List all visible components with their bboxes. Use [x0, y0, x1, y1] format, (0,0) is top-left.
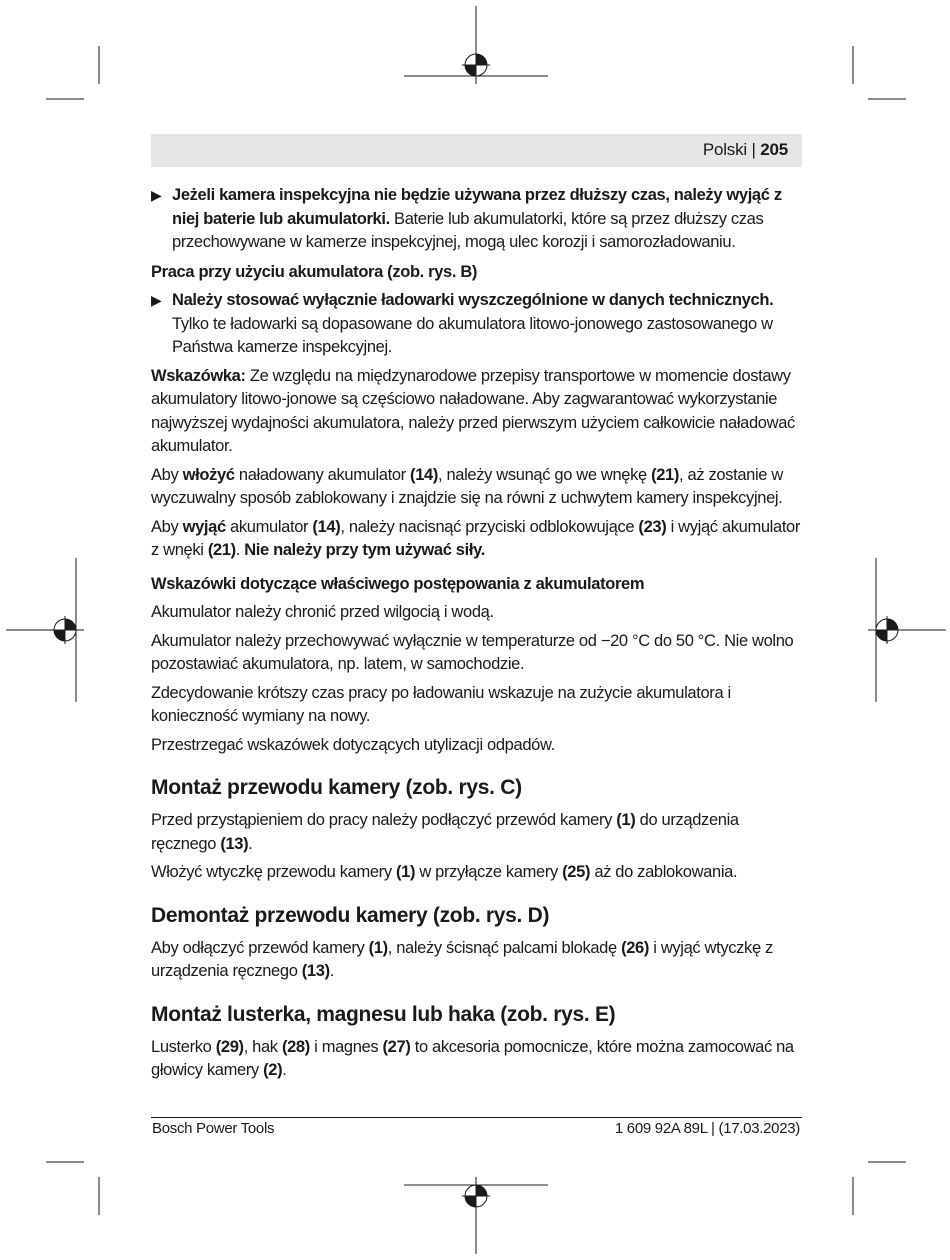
ref-number: (23) [638, 517, 667, 536]
mount-cable-heading: Montaż przewodu kamery (zob. rys. C) [151, 776, 522, 799]
ref-number: (14) [312, 517, 341, 536]
ref-number: (1) [395, 863, 416, 881]
ref-number: (21) [207, 541, 236, 559]
ref-number: (26) [621, 938, 650, 957]
text-run: i wyjąć akumulator z wnęki [151, 517, 801, 559]
page-number: 205 [760, 140, 788, 159]
bullet-body-text: Tylko te ładowarki są dopasowane do akumulatora litowo-jonowego zastosowanego w Państwa kamerze inspekcyjnej. [172, 314, 773, 356]
battery-operation-heading: Praca przy użyciu akumulatora (zob. rys. B) [151, 262, 478, 281]
ref-number: (14) [410, 465, 438, 484]
page-header [703, 140, 788, 160]
dismount-cable-heading: Demontaż przewodu kamery (zob. rys. D) [151, 903, 550, 927]
insert-battery-paragraph [151, 464, 802, 511]
text-run: i wyjąć wtyczkę z urządzenia ręcznego [151, 938, 773, 980]
ref-number: (27) [382, 1037, 411, 1056]
text-run: Lusterko [151, 1037, 216, 1056]
handling-paragraph: Przestrzegać wskazówek dotyczących utylizacji odpadów. [151, 735, 555, 754]
note-label: Wskazówka: [151, 366, 246, 385]
header-separator: | [746, 140, 761, 159]
bullet-bold-text: Jeżeli kamera inspekcyjna nie będzie używana przez dłuższy czas, należy wyjąć z niej baterie lub akumulatorki. [172, 186, 782, 228]
battery-handling-heading: Wskazówki dotyczące właściwego postępowania z akumulatorem [151, 574, 645, 593]
page-content [151, 184, 802, 1088]
text-run: Aby [151, 465, 183, 484]
mount-cable-paragraph [151, 809, 802, 856]
text-run: Włożyć wtyczkę przewodu kamery [151, 863, 396, 881]
bullet-bold-text: Należy stosować wyłącznie ładowarki wyszczególnione w danych technicznych. [172, 291, 774, 309]
footer-doc-number: 1 609 92A 89L | (17.03.2023) [614, 1120, 800, 1137]
ref-number: (28) [281, 1037, 310, 1056]
text-run: to akcesoria pomocnicze, które można zamocować na głowicy kamery [151, 1037, 794, 1079]
footer-publisher: Bosch Power Tools [152, 1120, 275, 1137]
remove-battery-paragraph [151, 516, 802, 563]
ref-number: (1) [368, 938, 388, 957]
note-paragraph [151, 365, 802, 459]
bullet-chargers [151, 289, 802, 360]
handling-paragraph: Akumulator należy przechowywać wyłącznie w temperaturze od −20 °C do 50 °C. Nie wolno pozostawiać akumulatora, np. latem, w samochodzie. [151, 631, 794, 673]
footer-rule [151, 1117, 802, 1118]
dismount-cable-paragraph [151, 937, 802, 984]
text-run: Aby odłączyć przewód kamery [151, 938, 369, 957]
text-run: i magnes [309, 1037, 383, 1056]
text-run: aż do zablokowania. [590, 863, 738, 881]
bold-run: wyjąć [182, 517, 226, 536]
ref-number: (13) [301, 962, 330, 980]
text-run: . [248, 834, 253, 853]
handling-paragraph: Zdecydowanie krótszy czas pracy po ładowaniu wskazuje na zużycie akumulatora i konieczność wymiany na nowy. [151, 683, 731, 725]
page-header-bar [151, 134, 802, 167]
text-run: Przed przystąpieniem do pracy należy podłączyć przewód kamery [151, 811, 617, 829]
accessories-heading: Montaż lusterka, magnesu lub haka (zob. rys. E) [151, 1002, 616, 1026]
bold-run: włożyć [182, 465, 235, 484]
header-language: Polski [702, 140, 747, 159]
text-run: . [329, 962, 334, 980]
handling-paragraph: Akumulator należy chronić przed wilgocią i wodą. [151, 603, 494, 621]
ref-number: (25) [562, 863, 591, 881]
text-run: akumulator [225, 517, 313, 536]
bullet-body-text: Baterie lub akumulatorki, które są przez dłuższy czas przechowywane w kamerze inspekcyjnej, mogą ulec korozji i samorozładowaniu. [172, 209, 764, 251]
ref-number: (1) [616, 811, 636, 829]
text-run: . [282, 1061, 287, 1079]
ref-number: (21) [651, 465, 680, 484]
bullet-remove-batteries [151, 184, 802, 255]
ref-number: (2) [263, 1061, 283, 1079]
bullet-text [172, 289, 802, 360]
text-run: Aby [151, 517, 183, 536]
bullet-text [172, 184, 802, 255]
bullet-arrow-icon: ▶ [151, 292, 162, 308]
note-text: Ze względu na międzynarodowe przepisy transportowe w momencie dostawy akumulatory litowo-jonowe są częściowo naładowane. Aby zagwarantować wykorzystanie najwyższej wydajności akumulatora, należy przed pierwszym użyciem całkowicie naładować akumulator. [151, 366, 795, 455]
text-run: do urządzenia ręcznego [151, 811, 739, 853]
bullet-arrow-icon: ▶ [151, 187, 162, 203]
accessories-paragraph [151, 1036, 802, 1083]
text-run: . [235, 541, 245, 559]
text-run: , należy ścisnąć palcami blokadę [387, 938, 622, 957]
text-run: naładowany akumulator [234, 465, 411, 484]
text-run: w przyłącze kamery [415, 863, 563, 881]
ref-number: (29) [215, 1037, 244, 1056]
text-run: , należy wsunąć go we wnękę [438, 465, 652, 484]
text-run: , hak [243, 1037, 282, 1056]
warning-bold-text: Nie należy przy tym używać siły. [244, 541, 485, 559]
ref-number: (13) [220, 834, 249, 853]
mount-cable-paragraph [151, 861, 802, 885]
text-run: , aż zostanie w wyczuwalny sposób zablokowany i znajdzie się na równi z uchwytem kamery inspekcyjnej. [151, 465, 783, 507]
text-run: , należy nacisnąć przyciski odblokowujące [340, 517, 639, 536]
